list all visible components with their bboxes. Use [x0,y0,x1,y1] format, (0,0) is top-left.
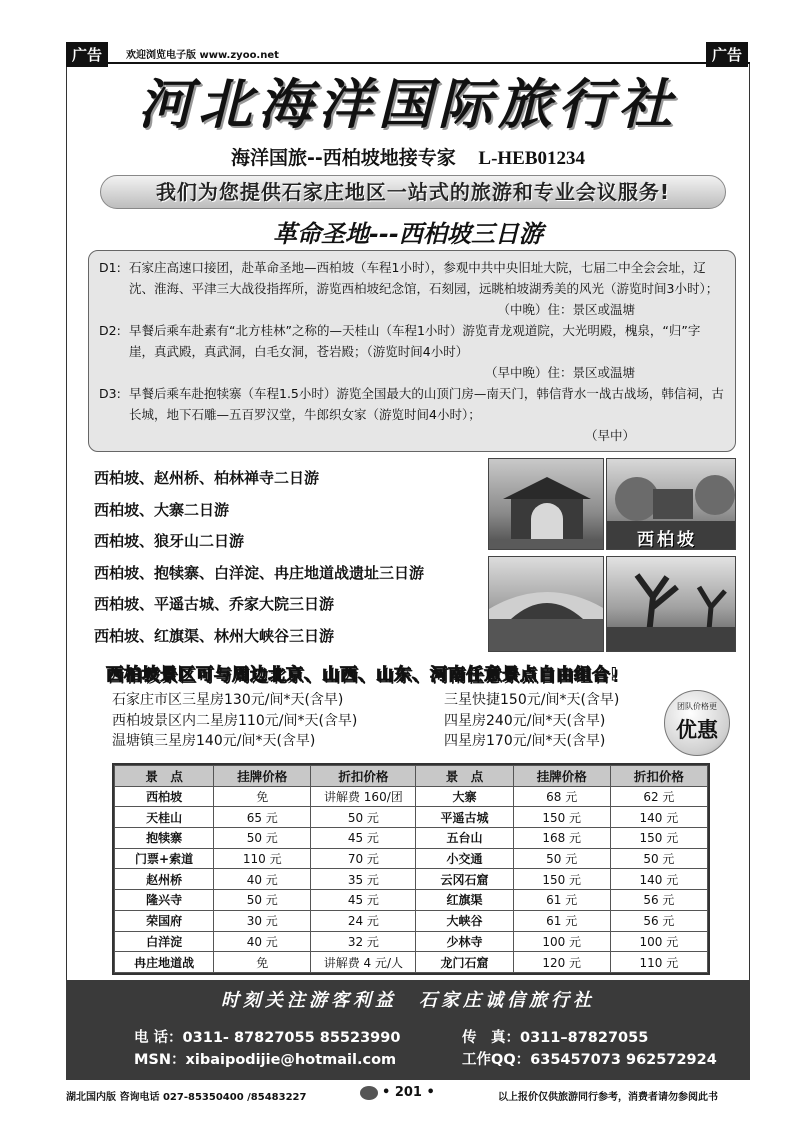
combination-note: 西柏坡景区可与周边北京、山西、山东、河南任意景点自由组合! [106,665,619,685]
top-rule [66,62,750,64]
attraction-cell: 隆兴寺 [115,890,214,911]
day-label: D1: [99,260,121,275]
price-cell: 50 元 [214,890,311,911]
disclaimer: 以上报价仅供旅游同行参考，消费者请勿参阅此书 [498,1092,718,1103]
footer-motto: 时刻关注游客利益 石家庄诚信旅行社 [221,990,595,1011]
hotel-price: 西柏坡景区内二星房110元/间*天(含早) [112,712,358,729]
attraction-cell: 天桂山 [115,807,214,828]
attraction-cell: 门票+索道 [115,848,214,869]
bridge-illustration [489,557,604,652]
column-header: 景 点 [115,766,214,787]
table-row [115,931,708,952]
day-text: 早餐后乘车赴素有“北方桂林”之称的—天桂山（车程1小时）游览青龙观道院，大光明殿，槐泉，“归”字崖，真武殿，真武洞，白毛女洞，苍岩殿；（游览时间4小时） [129,323,701,359]
route-item: 西柏坡、赵州桥、柏林禅寺二日游 [94,469,320,487]
day-text: 石家庄高速口接团，赴革命圣地—西柏坡（车程1小时），参观中共中央旧址大院，七届二中全会会址，辽沈、淮海、平津三大战役指挥所，游览西柏坡纪念馆，石刻园，远眺柏坡湖秀美的风光（游览时间3小时）； [129,260,719,296]
itinerary-day [99,257,725,299]
route-item: 西柏坡、狼牙山二日游 [94,532,245,550]
column-header: 折扣价格 [311,766,416,787]
price-cell: 62 元 [610,786,707,807]
price-cell: 61 元 [513,910,610,931]
agency-name: 河北海洋国际旅行社 [138,73,678,136]
temple-gate-illustration [489,459,604,550]
price-cell: 120 元 [513,952,610,973]
price-cell: 免 [214,952,311,973]
table-row [115,910,708,931]
ad-label-left: 广告 [66,42,108,67]
day-meal: （早中） [584,428,635,443]
price-cell: 免 [214,786,311,807]
attraction-cell: 荣国府 [115,910,214,931]
price-cell: 50 元 [214,828,311,849]
itinerary-day [99,320,725,362]
column-header: 景 点 [416,766,513,787]
hotel-price: 四星房240元/间*天(含早) [444,712,606,729]
day-text: 早餐后乘车赴抱犊寨（车程1.5小时）游览全国最大的山顶门房—南天门，韩信背水一战古战场，韩信祠，古长城，地下石雕—五百罗汉堂，牛郎织女家（游览时间4小时）； [129,386,724,422]
itinerary-day [99,383,725,425]
phone-number: 电 话：0311- 87827055 85523990 [134,1030,401,1046]
price-cell: 讲解费 4 元/人 [311,952,416,973]
table-row [115,807,708,828]
attraction-cell: 赵州桥 [115,869,214,890]
attraction-cell: 西柏坡 [115,786,214,807]
price-cell: 45 元 [311,890,416,911]
price-cell: 32 元 [311,931,416,952]
hotel-price: 温塘镇三星房140元/间*天(含早) [112,733,316,749]
attraction-cell: 平遥古城 [416,807,513,828]
price-cell: 100 元 [513,931,610,952]
price-cell: 150 元 [610,828,707,849]
ticket-price-table [112,763,710,975]
fax-number: 传 真：0311–87827055 [462,1030,649,1046]
group-discount-badge [664,690,730,756]
attraction-cell: 少林寺 [416,931,513,952]
price-cell: 56 元 [610,910,707,931]
badge-small-text: 团队价格更 [677,702,717,711]
attraction-cell: 红旗渠 [416,890,513,911]
edition-note: 湖北国内版 咨询电话 027-85350400 /85483227 [66,1092,307,1103]
hotel-price: 石家庄市区三星房130元/间*天(含早) [112,692,344,708]
attraction-cell: 大寨 [416,786,513,807]
price-cell: 110 元 [610,952,707,973]
price-cell: 56 元 [610,890,707,911]
license-number: L-HEB01234 [478,148,586,169]
day-label: D3: [99,386,121,401]
attraction-cell: 龙门石窟 [416,952,513,973]
table-header-row [115,766,708,787]
price-cell: 50 元 [610,848,707,869]
day-meal: （早中晚）住：景区或温塘 [484,365,635,380]
ad-label-right: 广告 [706,42,748,67]
welcome-text: 欢迎浏览电子版 www.zyoo.net [126,50,279,61]
attraction-cell: 冉庄地道战 [115,952,214,973]
route-item: 西柏坡、红旗渠、林州大峡谷三日游 [94,626,335,645]
column-header: 挂牌价格 [513,766,610,787]
price-cell: 40 元 [214,931,311,952]
photo-temple-gate [488,458,604,550]
attraction-cell: 白洋淀 [115,931,214,952]
price-cell: 70 元 [311,848,416,869]
msn-contact: MSN：xibaipodijie@hotmail.com [134,1052,397,1068]
price-cell: 61 元 [513,890,610,911]
price-cell: 110 元 [214,848,311,869]
attraction-cell: 抱犊寨 [115,828,214,849]
badge-big-text: 优惠 [676,718,718,742]
price-cell: 50 元 [311,807,416,828]
price-cell: 168 元 [513,828,610,849]
route-item: 西柏坡、平遥古城、乔家大院三日游 [94,595,335,613]
price-cell: 150 元 [513,869,610,890]
hotel-prices-right [444,690,619,752]
itinerary-box [88,250,736,452]
table-row [115,786,708,807]
service-banner: 我们为您提供石家庄地区一站式的旅游和专业会议服务! [100,175,726,209]
attraction-cell: 大峡谷 [416,910,513,931]
photo-stone-bridge [488,556,604,652]
attraction-cell: 五台山 [416,828,513,849]
attraction-cell: 小交通 [416,848,513,869]
price-cell: 24 元 [311,910,416,931]
page-badge-icon [360,1086,378,1100]
photo-caption: 西柏坡 [637,530,697,550]
route-item: 西柏坡、大寨二日游 [94,500,230,519]
price-cell: 68 元 [513,786,610,807]
table-row [115,890,708,911]
photo-xibaipo-monument [606,458,736,550]
column-header: 挂牌价格 [214,766,311,787]
table-row [115,848,708,869]
price-cell: 140 元 [610,869,707,890]
day-meal: （中晚）住：景区或温塘 [497,302,635,317]
column-header: 折扣价格 [610,766,707,787]
price-cell: 65 元 [214,807,311,828]
page-number [360,1085,435,1100]
day-label: D2: [99,323,121,338]
table-row [115,952,708,973]
qq-contact: 工作QQ：635457073 962572924 [462,1052,717,1068]
attraction-cell: 云冈石窟 [416,869,513,890]
slogan-text: 海洋国旅--西柏坡地接专家 [230,147,456,169]
price-cell: 50 元 [513,848,610,869]
price-cell: 150 元 [513,807,610,828]
page-number-text: • 201 • [382,1085,435,1100]
photo-ancient-tree [606,556,736,652]
price-cell: 30 元 [214,910,311,931]
tree-illustration [607,557,736,652]
hotel-price: 四星房170元/间*天(含早) [444,733,606,749]
price-cell: 45 元 [311,828,416,849]
price-cell: 讲解费 160/团 [311,786,416,807]
agency-slogan [66,143,750,170]
route-list [94,466,494,655]
route-item: 西柏坡、抱犊寨、白洋淀、冉庄地道战遗址三日游 [94,563,425,582]
price-cell: 140 元 [610,807,707,828]
price-cell: 35 元 [311,869,416,890]
tour-title: 革命圣地---西柏坡三日游 [273,220,543,248]
table-row [115,869,708,890]
hotel-prices-left [112,690,357,752]
hotel-price: 三星快捷150元/间*天(含早) [444,692,620,708]
price-cell: 40 元 [214,869,311,890]
price-cell: 100 元 [610,931,707,952]
table-row [115,828,708,849]
